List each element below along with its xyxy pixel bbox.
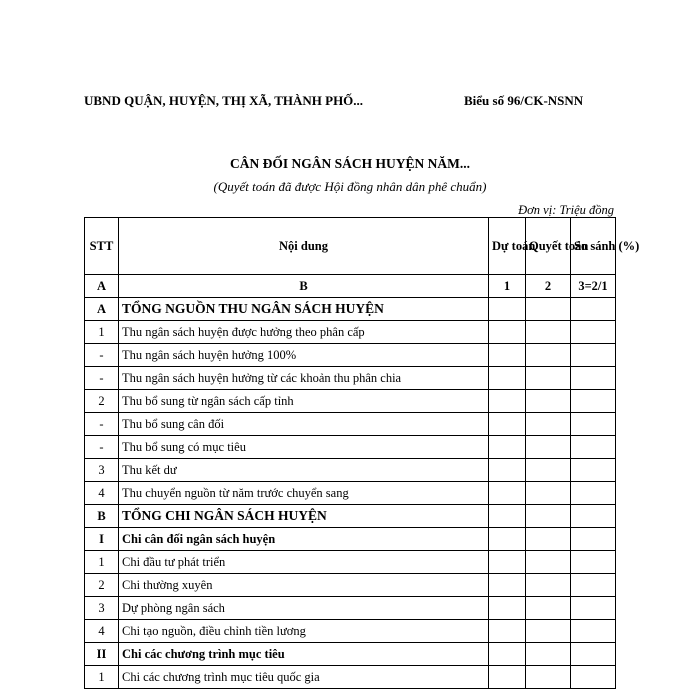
row-content: Chi các chương trình mục tiêu quốc gia — [119, 666, 489, 689]
row-stt: - — [85, 436, 119, 459]
table-row — [85, 574, 616, 597]
row-so-sanh — [571, 551, 616, 574]
row-stt: - — [85, 344, 119, 367]
row-stt: 1 — [85, 551, 119, 574]
row-stt: B — [85, 505, 119, 528]
row-quyet-toan — [526, 574, 571, 597]
colref-cell: 1 — [489, 275, 526, 298]
table-row — [85, 666, 616, 689]
row-quyet-toan — [526, 597, 571, 620]
row-so-sanh — [571, 666, 616, 689]
row-stt: 1 — [85, 321, 119, 344]
row-content: Chi các chương trình mục tiêu — [119, 643, 489, 666]
colref-cell: 3=2/1 — [571, 275, 616, 298]
row-so-sanh — [571, 413, 616, 436]
row-content: Chi đầu tư phát triển — [119, 551, 489, 574]
row-stt: - — [85, 367, 119, 390]
row-so-sanh — [571, 298, 616, 321]
row-du-toan — [489, 459, 526, 482]
row-content: Dự phòng ngân sách — [119, 597, 489, 620]
row-du-toan — [489, 344, 526, 367]
row-so-sanh — [571, 367, 616, 390]
row-quyet-toan — [526, 344, 571, 367]
table-header-row — [85, 218, 616, 275]
header-quyet-toan: Quyết toán — [526, 218, 571, 275]
table-row — [85, 298, 616, 321]
colref-cell: A — [85, 275, 119, 298]
row-quyet-toan — [526, 459, 571, 482]
row-quyet-toan — [526, 528, 571, 551]
row-du-toan — [489, 298, 526, 321]
table-row — [85, 620, 616, 643]
row-so-sanh — [571, 620, 616, 643]
row-so-sanh — [571, 390, 616, 413]
colref-cell: B — [119, 275, 489, 298]
row-so-sanh — [571, 597, 616, 620]
table-row — [85, 505, 616, 528]
form-number: Biểu số 96/CK-NSNN — [464, 93, 584, 108]
table-row — [85, 390, 616, 413]
row-so-sanh — [571, 574, 616, 597]
row-content: Thu bổ sung có mục tiêu — [119, 436, 489, 459]
row-so-sanh — [571, 505, 616, 528]
unit-label: Đơn vị: Triệu đồng — [518, 203, 614, 217]
row-du-toan — [489, 666, 526, 689]
row-quyet-toan — [526, 413, 571, 436]
row-quyet-toan — [526, 390, 571, 413]
row-so-sanh — [571, 344, 616, 367]
row-content: Thu chuyển nguồn từ năm trước chuyển sang — [119, 482, 489, 505]
table-row — [85, 597, 616, 620]
table-row — [85, 321, 616, 344]
row-du-toan — [489, 574, 526, 597]
issuing-authority: UBND QUẬN, HUYỆN, THỊ XÃ, THÀNH PHỐ... — [84, 93, 364, 108]
row-so-sanh — [571, 321, 616, 344]
row-quyet-toan — [526, 367, 571, 390]
row-du-toan — [489, 367, 526, 390]
row-stt: 3 — [85, 459, 119, 482]
row-stt: I — [85, 528, 119, 551]
row-du-toan — [489, 597, 526, 620]
row-stt: II — [85, 643, 119, 666]
document-subtitle: (Quyết toán đã được Hội đồng nhân dân phê chuẩn) — [213, 179, 487, 194]
header-stt: STT — [85, 218, 119, 275]
row-du-toan — [489, 482, 526, 505]
table-row — [85, 344, 616, 367]
row-du-toan — [489, 436, 526, 459]
row-content: TỔNG NGUỒN THU NGÂN SÁCH HUYỆN — [119, 298, 489, 321]
row-content: Thu bổ sung cân đối — [119, 413, 489, 436]
row-so-sanh — [571, 643, 616, 666]
row-so-sanh — [571, 436, 616, 459]
table-row — [85, 436, 616, 459]
row-du-toan — [489, 643, 526, 666]
row-quyet-toan — [526, 482, 571, 505]
row-du-toan — [489, 390, 526, 413]
header-content: Nội dung — [119, 218, 489, 275]
table-row — [85, 367, 616, 390]
header-so-sanh: So sánh (%) — [571, 218, 616, 275]
row-quyet-toan — [526, 643, 571, 666]
row-content: Thu kết dư — [119, 459, 489, 482]
row-stt: A — [85, 298, 119, 321]
table-row — [85, 528, 616, 551]
row-content: Thu ngân sách huyện được hưởng theo phân cấp — [119, 321, 489, 344]
row-so-sanh — [571, 459, 616, 482]
row-so-sanh — [571, 528, 616, 551]
header-du-toan: Dự toán — [489, 218, 526, 275]
row-du-toan — [489, 321, 526, 344]
row-quyet-toan — [526, 298, 571, 321]
row-content: Chi thường xuyên — [119, 574, 489, 597]
row-stt: - — [85, 413, 119, 436]
row-content: Thu bổ sung từ ngân sách cấp tỉnh — [119, 390, 489, 413]
row-stt: 2 — [85, 574, 119, 597]
row-so-sanh — [571, 482, 616, 505]
row-stt: 2 — [85, 390, 119, 413]
row-stt: 4 — [85, 482, 119, 505]
colref-cell: 2 — [526, 275, 571, 298]
row-stt: 4 — [85, 620, 119, 643]
row-du-toan — [489, 413, 526, 436]
row-quyet-toan — [526, 551, 571, 574]
table-row — [85, 482, 616, 505]
row-du-toan — [489, 620, 526, 643]
row-du-toan — [489, 528, 526, 551]
row-content: Thu ngân sách huyện hưởng 100% — [119, 344, 489, 367]
table-row — [85, 413, 616, 436]
row-content: Thu ngân sách huyện hưởng từ các khoản thu phân chia — [119, 367, 489, 390]
row-du-toan — [489, 551, 526, 574]
row-du-toan — [489, 505, 526, 528]
row-content: Chi tạo nguồn, điều chỉnh tiền lương — [119, 620, 489, 643]
document-title: CÂN ĐỐI NGÂN SÁCH HUYỆN NĂM... — [229, 156, 470, 171]
row-stt: 1 — [85, 666, 119, 689]
row-stt: 3 — [85, 597, 119, 620]
column-reference-row — [85, 275, 616, 298]
table-row — [85, 551, 616, 574]
row-quyet-toan — [526, 436, 571, 459]
row-content: Chi cân đối ngân sách huyện — [119, 528, 489, 551]
table-row — [85, 459, 616, 482]
row-quyet-toan — [526, 666, 571, 689]
table-row — [85, 643, 616, 666]
budget-table — [84, 217, 640, 689]
row-quyet-toan — [526, 321, 571, 344]
row-content: TỔNG CHI NGÂN SÁCH HUYỆN — [119, 505, 489, 528]
row-quyet-toan — [526, 505, 571, 528]
row-quyet-toan — [526, 620, 571, 643]
